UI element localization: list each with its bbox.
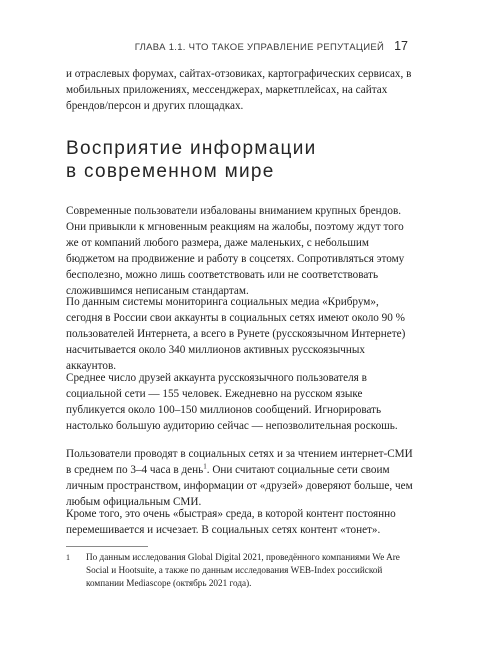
- footnote-text: По данным исследования Global Digital 2021, проведённого компаниями We Are Social и Hootsuite, а также по данным исследования WEB-Index российской компании Mediascope (октябрь 2021 года).: [86, 552, 400, 588]
- footnote-divider: [66, 546, 148, 547]
- paragraph-time-spent-end: . Они считают социальные сети своим личным пространством, информации от «друзей» доверяют больше, чем любым официальным СМИ.: [66, 464, 413, 508]
- running-header: [135, 39, 408, 53]
- paragraph-friends-count: Среднее число друзей аккаунта русскоязычного пользователя в социальной сети — 155 человек. Ежедневно на русском языке публикуется около 100–150 миллионов сообщений. Игнорировать настолько большую аудиторию сейчас — непозволительная роскошь.: [66, 372, 398, 432]
- section-heading-line-1: Восприятие информации: [66, 138, 317, 159]
- paragraph-fast-environment: Кроме того, это очень «быстрая» среда, в которой контент постоянно перемешивается и исчезает. В социальных сетях контент «тонет».: [66, 508, 396, 536]
- intro-paragraph: и отраслевых форумах, сайтах-отзовиках, картографических сервисах, в мобильных приложениях, мессенджерах, маркетплейсах, на сайтах брендов/персон и других площадках.: [66, 68, 412, 112]
- footnote: [66, 551, 414, 590]
- chapter-title: ГЛАВА 1.1. ЧТО ТАКОЕ УПРАВЛЕНИЕ РЕПУТАЦИЕЙ: [134, 42, 385, 53]
- paragraph-time-spent: [66, 446, 414, 510]
- paragraph-users-expectations: Современные пользователи избалованы вниманием крупных брендов. Они привыкли к мгновенным реакциям на жалобы, поэтому ждут того же от компаний любого размера, даже маленьких, с небольшим бюджетом на продвижение и работу в соцсетях. Сопротивляться этому бесполезно, можно лишь соответствовать или не соответствовать сложившимся неписаным стандартам.: [66, 205, 405, 297]
- section-heading: [66, 137, 414, 183]
- paragraph-kribrum-stats: По данным системы мониторинга социальных медиа «Крибрум», сегодня в России свои аккаунты в социальных сетях имеют около 90 % пользователей Интернета, а всего в Рунете (русскоязычном Интернете) насчитывается около 340 миллионов активных русскоязычных аккаунтов.: [66, 296, 406, 372]
- footnote-reference: 1: [203, 462, 207, 471]
- page-number: 17: [394, 39, 408, 53]
- paragraph-time-spent-start: Пользователи проводят в социальных сетях и за чтением интернет-СМИ в среднем по 3–4 часа в день: [66, 448, 413, 476]
- section-heading-line-2: в современном мире: [66, 161, 275, 182]
- footnote-marker: 1: [66, 553, 70, 562]
